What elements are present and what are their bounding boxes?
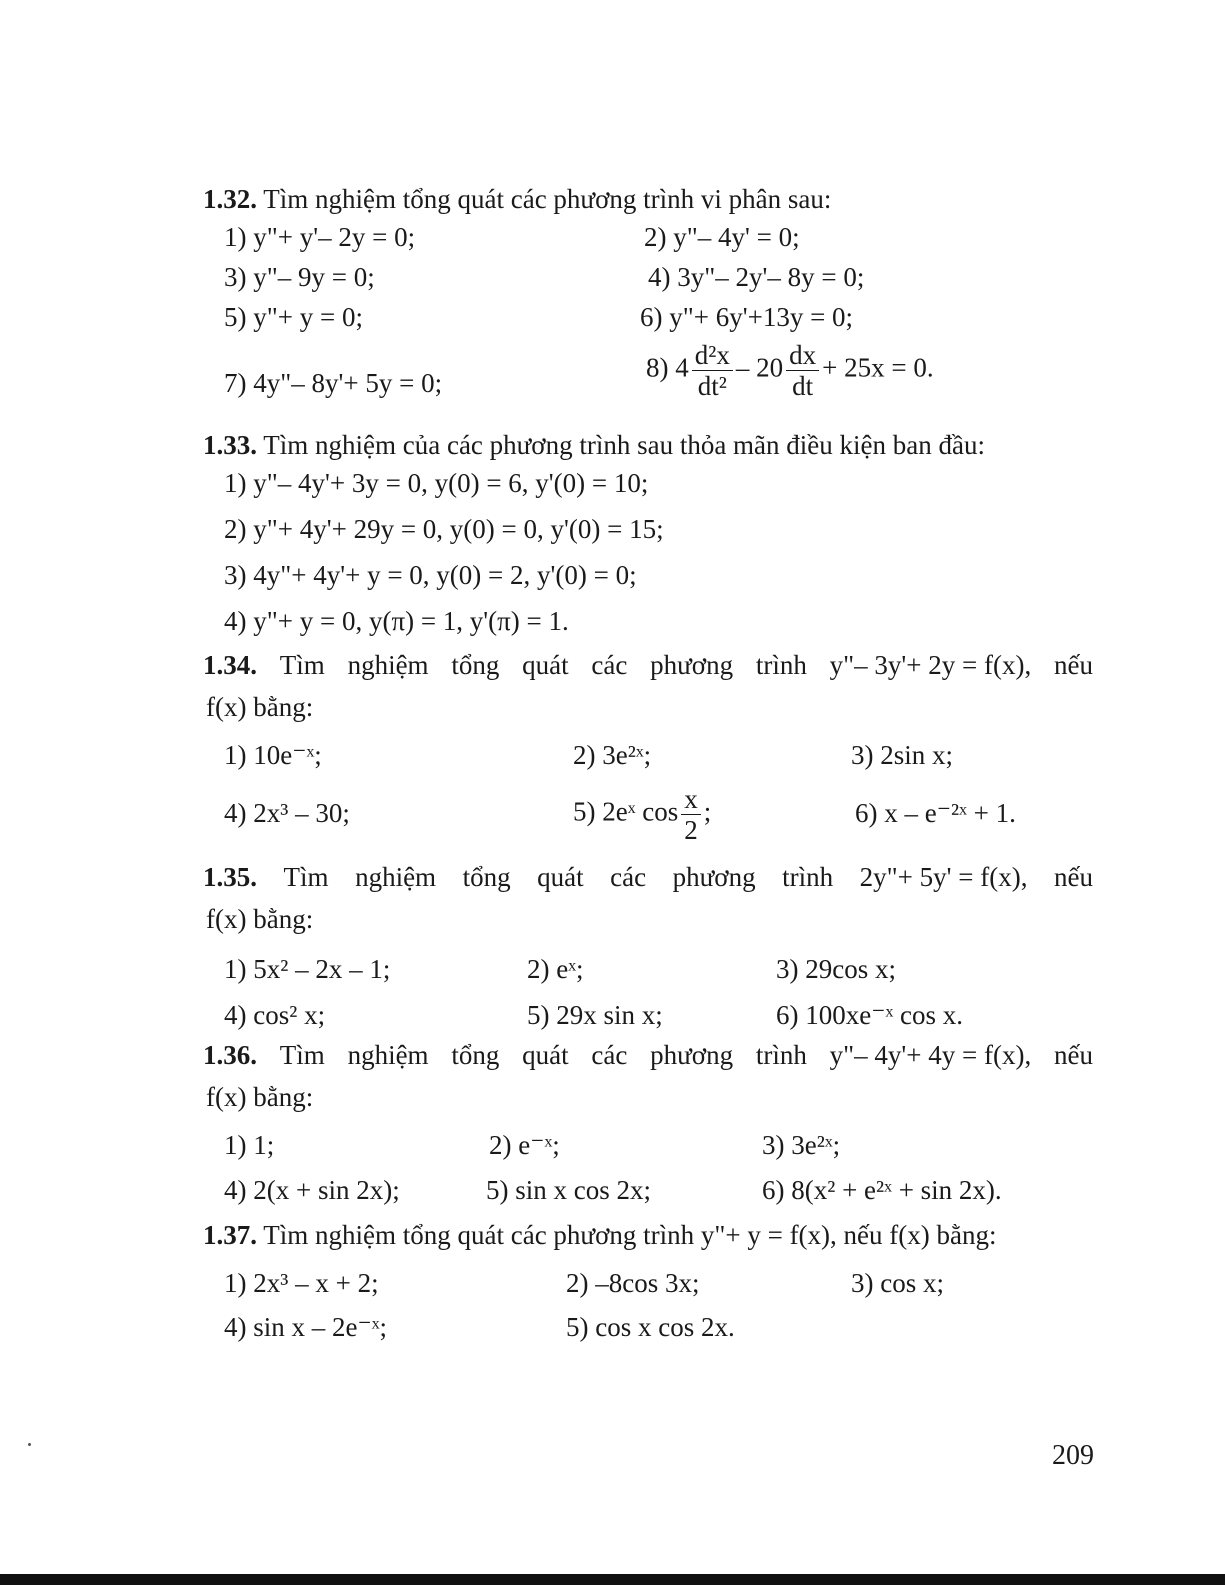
statement-equation: y"– 4y'+ 4y = f(x), [829, 1040, 1032, 1070]
problem-1-35-heading [203, 862, 1093, 892]
exercise-item: 2) y"+ 4y'+ 29y = 0, y(0) = 0, y'(0) = 15; [224, 514, 664, 544]
exercise-item-fraction [646, 340, 934, 401]
exercise-item: 6) 100xe⁻ˣ cos x. [776, 1000, 964, 1030]
problem-1-37-heading [203, 1220, 996, 1250]
exercise-item: 2) e⁻ˣ; [489, 1130, 560, 1160]
exercise-item: 6) 8(x² + e²ˣ + sin 2x). [762, 1175, 1002, 1205]
statement-word: quát [522, 1040, 569, 1070]
statement-word: các [610, 862, 647, 892]
problem-continuation: f(x) bằng: [206, 692, 314, 722]
exercise-item: 3) 29cos x; [776, 954, 896, 984]
statement-word: phương [650, 1040, 734, 1070]
problem-continuation: f(x) bằng: [206, 1082, 314, 1112]
exercise-item: 6) y"+ 6y'+13y = 0; [640, 302, 854, 332]
statement-word: Tìm [283, 862, 329, 892]
statement-word: trình [755, 1040, 807, 1070]
exercise-item: 4) 2x³ – 30; [224, 798, 350, 828]
statement-word: quát [522, 650, 569, 680]
fraction-prefix: 5) 2eˣ cos [573, 796, 679, 827]
exercise-item: 3) y"– 9y = 0; [224, 262, 375, 292]
problem-1-34-heading [203, 650, 1093, 680]
problem-1-33-heading [203, 430, 985, 460]
exercise-item: 6) x – e⁻²ˣ + 1. [855, 798, 1016, 828]
exercise-item: 4) cos² x; [224, 1000, 326, 1030]
fraction-denominator: dt [792, 371, 814, 401]
statement-equation: 2y"+ 5y' = f(x), [859, 862, 1028, 892]
statement-word: tổng [462, 862, 511, 892]
fraction-middle: – 20 [735, 352, 784, 383]
exercise-item: 5) cos x cos 2x. [566, 1312, 735, 1342]
statement-word: tổng [451, 1040, 500, 1070]
statement-word: nếu [1054, 1040, 1093, 1070]
exercise-item: 4) y"+ y = 0, y(π) = 1, y'(π) = 1. [224, 606, 569, 636]
exercise-item: 2) 3e²ˣ; [573, 740, 652, 770]
statement-word: quát [537, 862, 584, 892]
fraction-prefix: 8) 4 [646, 352, 689, 383]
exercise-item-fraction [573, 784, 711, 845]
exercise-item: 1) 1; [224, 1130, 275, 1160]
statement-word: nghiệm [347, 1040, 429, 1070]
statement-word: tổng [451, 650, 500, 680]
fraction-numerator: dx [786, 340, 819, 371]
fraction [692, 340, 733, 401]
exercise-item: 2) eˣ; [527, 954, 584, 984]
exercise-item: 5) 29x sin x; [527, 1000, 663, 1030]
statement-word: nếu [1054, 862, 1093, 892]
exercise-item: 4) 2(x + sin 2x); [224, 1175, 400, 1205]
exercise-item: 1) y"– 4y'+ 3y = 0, y(0) = 6, y'(0) = 10; [224, 468, 649, 498]
exercise-item: 1) y"+ y'– 2y = 0; [224, 222, 416, 252]
exercise-item: 1) 10e⁻ˣ; [224, 740, 322, 770]
exercise-item: 3) cos x; [851, 1268, 944, 1298]
exercise-item: 1) 2x³ – x + 2; [224, 1268, 379, 1298]
page-number: 209 [1052, 1440, 1094, 1471]
exercise-item: 1) 5x² – 2x – 1; [224, 954, 391, 984]
fraction-suffix: ; [703, 796, 712, 827]
statement-word: nghiệm [355, 862, 437, 892]
statement-word: các [591, 1040, 628, 1070]
problem-number: 1.32. [203, 184, 257, 214]
exercise-item: 5) y"+ y = 0; [224, 302, 363, 332]
statement-word: nghiệm [347, 650, 429, 680]
problem-1-32-heading [203, 184, 831, 214]
scan-speck [28, 1443, 31, 1446]
fraction [681, 784, 701, 845]
problem-1-36-heading [203, 1040, 1093, 1070]
exercise-item: 3) 4y"+ 4y'+ y = 0, y(0) = 2, y'(0) = 0; [224, 560, 637, 590]
exercise-item: 4) sin x – 2e⁻ˣ; [224, 1312, 388, 1342]
statement-word: trình [755, 650, 807, 680]
problem-statement: Tìm nghiệm của các phương trình sau thỏa mãn điều kiện ban đầu: [263, 430, 985, 460]
scan-edge-bar [0, 1574, 1225, 1585]
exercise-item: 4) 3y"– 2y'– 8y = 0; [648, 262, 865, 292]
fraction-suffix: + 25x = 0. [822, 352, 934, 383]
statement-word: nếu [1054, 650, 1093, 680]
problem-statement: Tìm nghiệm tổng quát các phương trình vi phân sau: [263, 184, 832, 214]
problem-statement: Tìm nghiệm tổng quát các phương trình y"+ y = f(x), nếu f(x) bằng: [263, 1220, 997, 1250]
problem-number: 1.36. [203, 1040, 257, 1070]
fraction-numerator: d²x [692, 340, 733, 371]
problem-number: 1.35. [203, 862, 257, 892]
statement-word: Tìm [279, 1040, 325, 1070]
exercise-item: 7) 4y"– 8y'+ 5y = 0; [224, 368, 443, 398]
exercise-item: 3) 3e²ˣ; [762, 1130, 841, 1160]
statement-word: các [591, 650, 628, 680]
statement-word: phương [650, 650, 734, 680]
exercise-item: 3) 2sin x; [851, 740, 954, 770]
problem-number: 1.37. [203, 1220, 257, 1250]
fraction [786, 340, 819, 401]
exercise-item: 2) –8cos 3x; [566, 1268, 700, 1298]
statement-equation: y"– 3y'+ 2y = f(x), [829, 650, 1032, 680]
statement-word: trình [782, 862, 834, 892]
problem-number: 1.33. [203, 430, 257, 460]
fraction-numerator: x [681, 784, 701, 815]
fraction-denominator: 2 [684, 815, 698, 845]
problem-continuation: f(x) bằng: [206, 904, 314, 934]
statement-word: phương [672, 862, 756, 892]
problem-number: 1.34. [203, 650, 257, 680]
fraction-denominator: dt² [697, 371, 727, 401]
statement-word: Tìm [279, 650, 325, 680]
exercise-item: 2) y"– 4y' = 0; [644, 222, 800, 252]
exercise-item: 5) sin x cos 2x; [486, 1175, 651, 1205]
